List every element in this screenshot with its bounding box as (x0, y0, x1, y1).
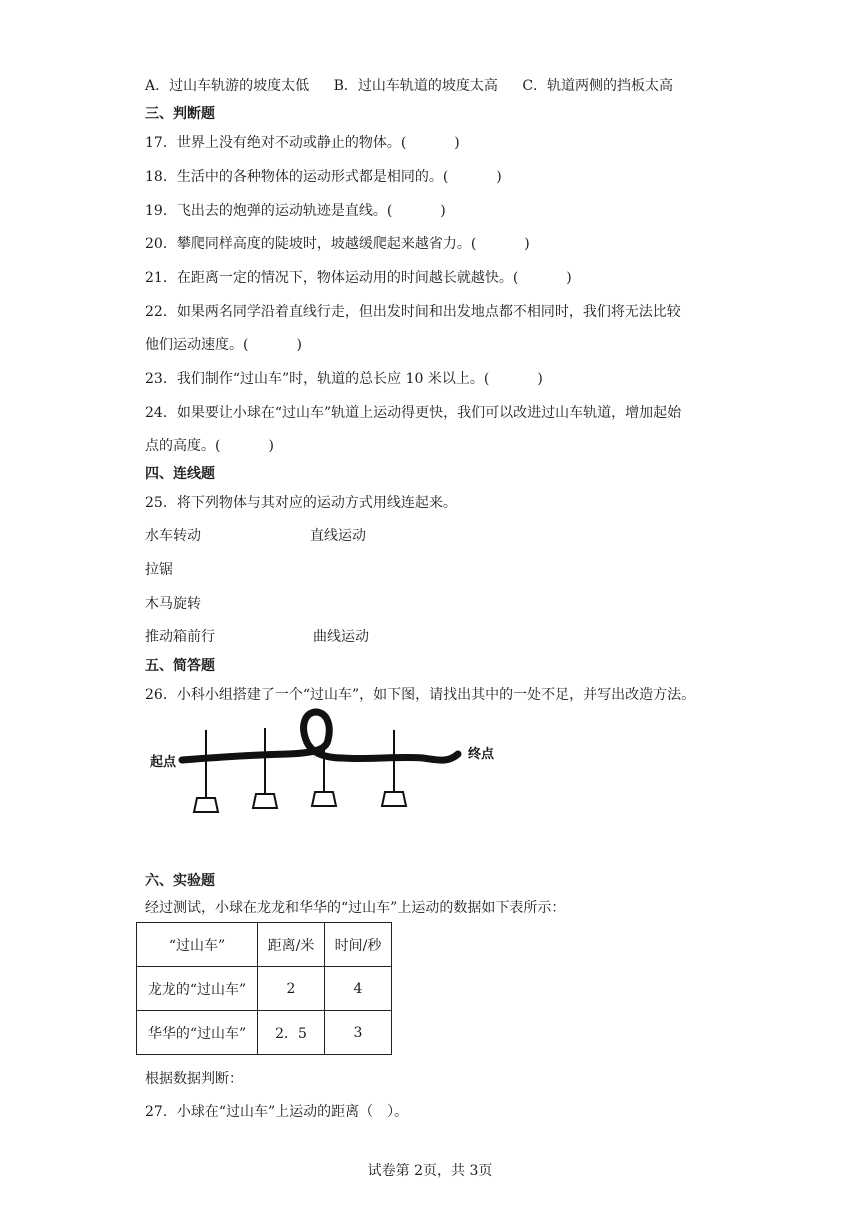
judge-item-text: 17．世界上没有绝对不动或静止的物体。( (145, 135, 407, 151)
judge-item (145, 233, 530, 253)
end-label: 终点 (468, 747, 495, 762)
judge-item-text: 19．飞出去的炮弹的运动轨迹是直线。( (145, 203, 393, 219)
table-cell: 3 (325, 1011, 392, 1055)
table-header-cell: 距离/米 (258, 923, 325, 967)
match-left-item: 木马旋转 (145, 596, 201, 612)
coaster-track (182, 712, 458, 760)
roller-coaster-figure (148, 708, 508, 820)
page-footer: 试卷第 2页，共 3页 (367, 1163, 493, 1179)
judge-item-close: ) (496, 169, 502, 185)
section-heading-experiment: 六、实验题 (145, 873, 215, 889)
judge-item (145, 166, 502, 186)
short-question: 26．小科小组搭建了一个“过山车”，如下图，请找出其中的一处不足，并写出改造方法。 (145, 687, 696, 703)
table-row (137, 967, 392, 1011)
table-cell: 4 (325, 967, 392, 1011)
table-header-cell: 时间/秒 (325, 923, 392, 967)
match-right-item: 曲线运动 (313, 629, 369, 645)
table-cell: 华华的“过山车” (137, 1011, 258, 1055)
table-cell: 龙龙的“过山车” (137, 967, 258, 1011)
experiment-intro: 经过测试，小球在龙龙和华华的“过山车”上运动的数据如下表所示： (145, 900, 566, 916)
q16-option-a: A．过山车轨游的坡度太低 (145, 78, 310, 94)
judge-item-close: ) (524, 236, 530, 252)
start-label: 起点 (150, 755, 177, 770)
judge-item-close: ) (440, 203, 446, 219)
table-header-row (137, 923, 392, 967)
judge-item (145, 301, 681, 321)
match-left-item: 推动箱前行 (145, 629, 215, 645)
match-right-item: 直线运动 (310, 528, 366, 544)
table-header-cell: “过山车” (137, 923, 258, 967)
judge-item-text: 23．我们制作“过山车”时，轨道的总长应 10 米以上。( (145, 371, 490, 387)
coaster-supports (194, 728, 406, 812)
judge-item (145, 267, 572, 287)
judge-item-text: 22．如果两名同学沿着直线行走，但出发时间和出发地点都不相同时，我们将无法比较 (145, 304, 681, 320)
judge-item-text: 24．如果要让小球在“过山车”轨道上运动得更快，我们可以改进过山车轨道，增加起始 (145, 405, 682, 421)
q27-question: 27．小球在“过山车”上运动的距离（ ）。 (145, 1104, 409, 1120)
judge-item-close: ) (268, 438, 274, 454)
table-cell: 2 (258, 967, 325, 1011)
section-heading-match: 四、连线题 (145, 466, 215, 482)
q16-option-b: B．过山车轨道的坡度太高 (333, 78, 498, 94)
table-row (137, 1011, 392, 1055)
judge-item-close: ) (566, 270, 572, 286)
match-left-item: 水车转动 (145, 528, 201, 544)
judge-item (145, 132, 460, 152)
judge-item-close: ) (454, 135, 460, 151)
match-left-item: 拉锯 (145, 562, 173, 578)
judge-item-text: 18．生活中的各种物体的运动形式都是相同的。( (145, 169, 449, 185)
q16-option-c: C．轨道两侧的挡板太高 (522, 78, 674, 94)
judge-item (145, 402, 681, 422)
judge-item (145, 334, 302, 354)
q16-options (145, 75, 673, 95)
judge-item-text: 他们运动速度。( (145, 337, 249, 353)
experiment-note: 根据数据判断： (145, 1071, 243, 1087)
judge-item-text: 点的高度。( (145, 438, 221, 454)
experiment-table (136, 922, 392, 1055)
judge-item-close: ) (537, 371, 543, 387)
section-heading-judge: 三、判断题 (145, 106, 215, 122)
table-cell: 2．5 (258, 1011, 325, 1055)
match-question: 25．将下列物体与其对应的运动方式用线连起来。 (145, 495, 457, 511)
judge-item (145, 435, 274, 455)
judge-item-text: 21．在距离一定的情况下，物体运动用的时间越长就越快。( (145, 270, 519, 286)
section-heading-short: 五、简答题 (145, 658, 215, 674)
judge-item (145, 200, 446, 220)
judge-item-text: 20．攀爬同样高度的陡坡时，坡越缓爬起来越省力。( (145, 236, 477, 252)
judge-item (145, 368, 543, 388)
judge-item-close: ) (296, 337, 302, 353)
